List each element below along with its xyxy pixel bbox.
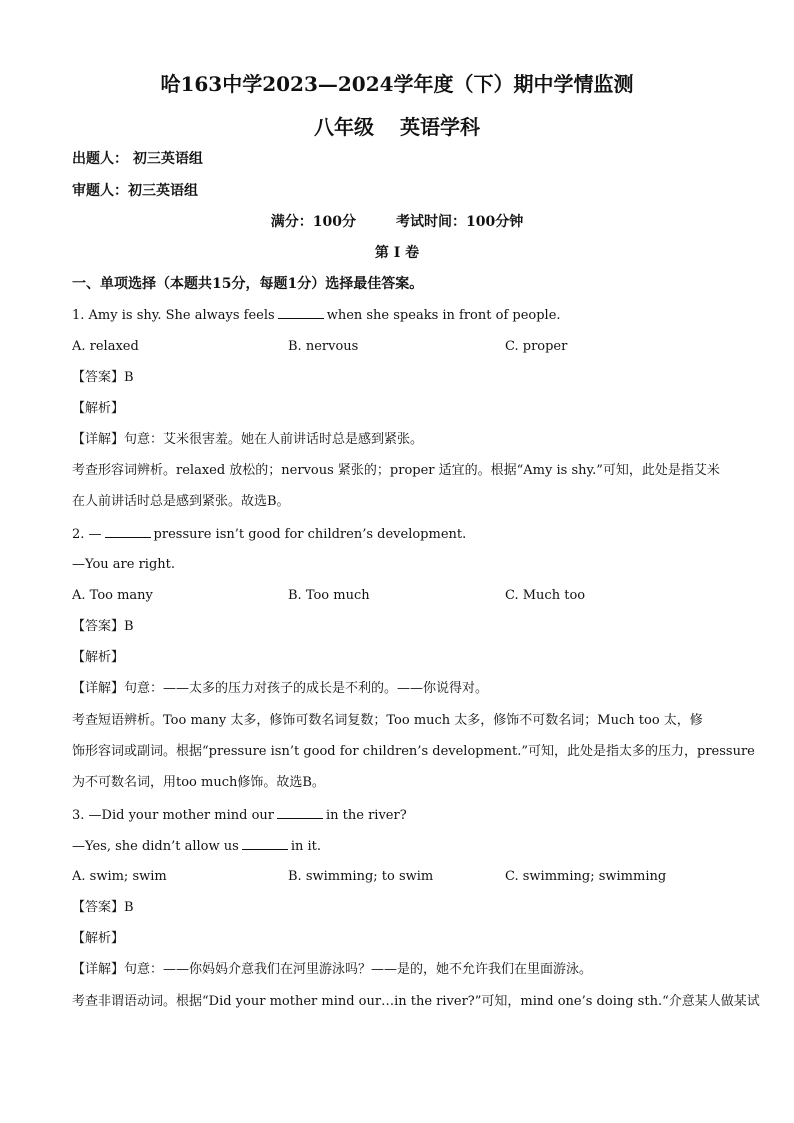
q3-analysis-label: 【解析】 bbox=[72, 931, 125, 946]
exam-time: 考试时间：100分钟 bbox=[396, 214, 524, 230]
answer-blank bbox=[277, 806, 323, 819]
q2-answer: 【答案】B bbox=[72, 619, 134, 634]
question-3-stem bbox=[72, 806, 407, 825]
section-heading: 一、单项选择（本题共15分，每题1分）选择最佳答案。 bbox=[72, 276, 424, 292]
q2-reply: —You are right. bbox=[72, 557, 175, 572]
q2-explanation-2: 饰形容词或副词。根据“pressure isn’t good for children’s development.”可知，此处是指太多的压力，pressure bbox=[72, 744, 755, 759]
q2-stem-start: 2. — bbox=[72, 527, 102, 542]
q2-detail: 【详解】句意：——太多的压力对孩子的成长是不利的。——你说得对。 bbox=[72, 681, 489, 696]
answer-blank bbox=[242, 837, 288, 850]
q1-analysis-label: 【解析】 bbox=[72, 401, 125, 416]
q1-answer: 【答案】B bbox=[72, 370, 134, 385]
q3-stem-start: 3. —Did your mother mind our bbox=[72, 808, 274, 823]
q1-stem-start: 1. Amy is shy. She always feels bbox=[72, 308, 275, 323]
reviewer-line: 审题人：初三英语组 bbox=[72, 183, 198, 199]
subject-label: 英语学科 bbox=[400, 115, 480, 139]
q3-reply-end: in it. bbox=[290, 839, 321, 854]
q2-stem-end: pressure isn’t good for children’s development. bbox=[153, 527, 467, 542]
exam-title: 哈163中学2023—2024学年度（下）期中学情监测 bbox=[160, 72, 634, 96]
q1-option-a: A. relaxed bbox=[72, 339, 139, 354]
author-line: 出题人： 初三英语组 bbox=[72, 151, 203, 167]
q1-detail: 【详解】句意：艾米很害羞。她在人前讲话时总是感到紧张。 bbox=[72, 432, 424, 447]
q2-option-b: B. Too much bbox=[288, 588, 370, 603]
q3-stem-end: in the river? bbox=[325, 808, 407, 823]
q1-option-c: C. proper bbox=[505, 339, 568, 354]
grade-label: 八年级 bbox=[314, 115, 374, 139]
answer-blank bbox=[278, 306, 324, 319]
q2-option-c: C. Much too bbox=[505, 588, 586, 603]
q2-explanation-1: 考查短语辨析。Too many 太多，修饰可数名词复数；Too much 太多，修饰不可数名词；Much too 太，修 bbox=[72, 713, 703, 728]
q3-answer: 【答案】B bbox=[72, 900, 134, 915]
q1-explanation-1: 考查形容词辨析。relaxed 放松的；nervous 紧张的；proper 适宜的。根据“Amy is shy.”可知，此处是指艾米 bbox=[72, 463, 720, 478]
full-score: 满分：100分 bbox=[270, 214, 356, 230]
q3-option-b: B. swimming; to swim bbox=[288, 869, 434, 884]
q3-detail: 【详解】句意：——你妈妈介意我们在河里游泳吗？——是的，她不允许我们在里面游泳。 bbox=[72, 962, 593, 977]
question-1-stem bbox=[72, 306, 561, 325]
q2-option-a: A. Too many bbox=[72, 588, 153, 603]
q1-explanation-2: 在人前讲话时总是感到紧张。故选B。 bbox=[72, 494, 290, 509]
q3-option-a: A. swim; swim bbox=[72, 869, 167, 884]
question-2-stem bbox=[72, 525, 466, 544]
grade-subject-line bbox=[0, 111, 794, 140]
q3-reply bbox=[72, 837, 321, 856]
q3-explanation-1: 考查非谓语动词。根据“Did your mother mind our…in the river?”可知，mind one’s doing sth.“介意某人做某试 bbox=[72, 994, 760, 1009]
volume-label: 第 I 卷 bbox=[374, 245, 420, 261]
q3-reply-start: —Yes, she didn’t allow us bbox=[72, 839, 239, 854]
q2-analysis-label: 【解析】 bbox=[72, 650, 125, 665]
q1-option-b: B. nervous bbox=[288, 339, 359, 354]
q3-option-c: C. swimming; swimming bbox=[505, 869, 667, 884]
score-time-line bbox=[0, 213, 794, 231]
answer-blank bbox=[105, 525, 151, 538]
q2-explanation-3: 为不可数名词，用too much修饰。故选B。 bbox=[72, 775, 325, 790]
q1-stem-end: when she speaks in front of people. bbox=[326, 308, 561, 323]
